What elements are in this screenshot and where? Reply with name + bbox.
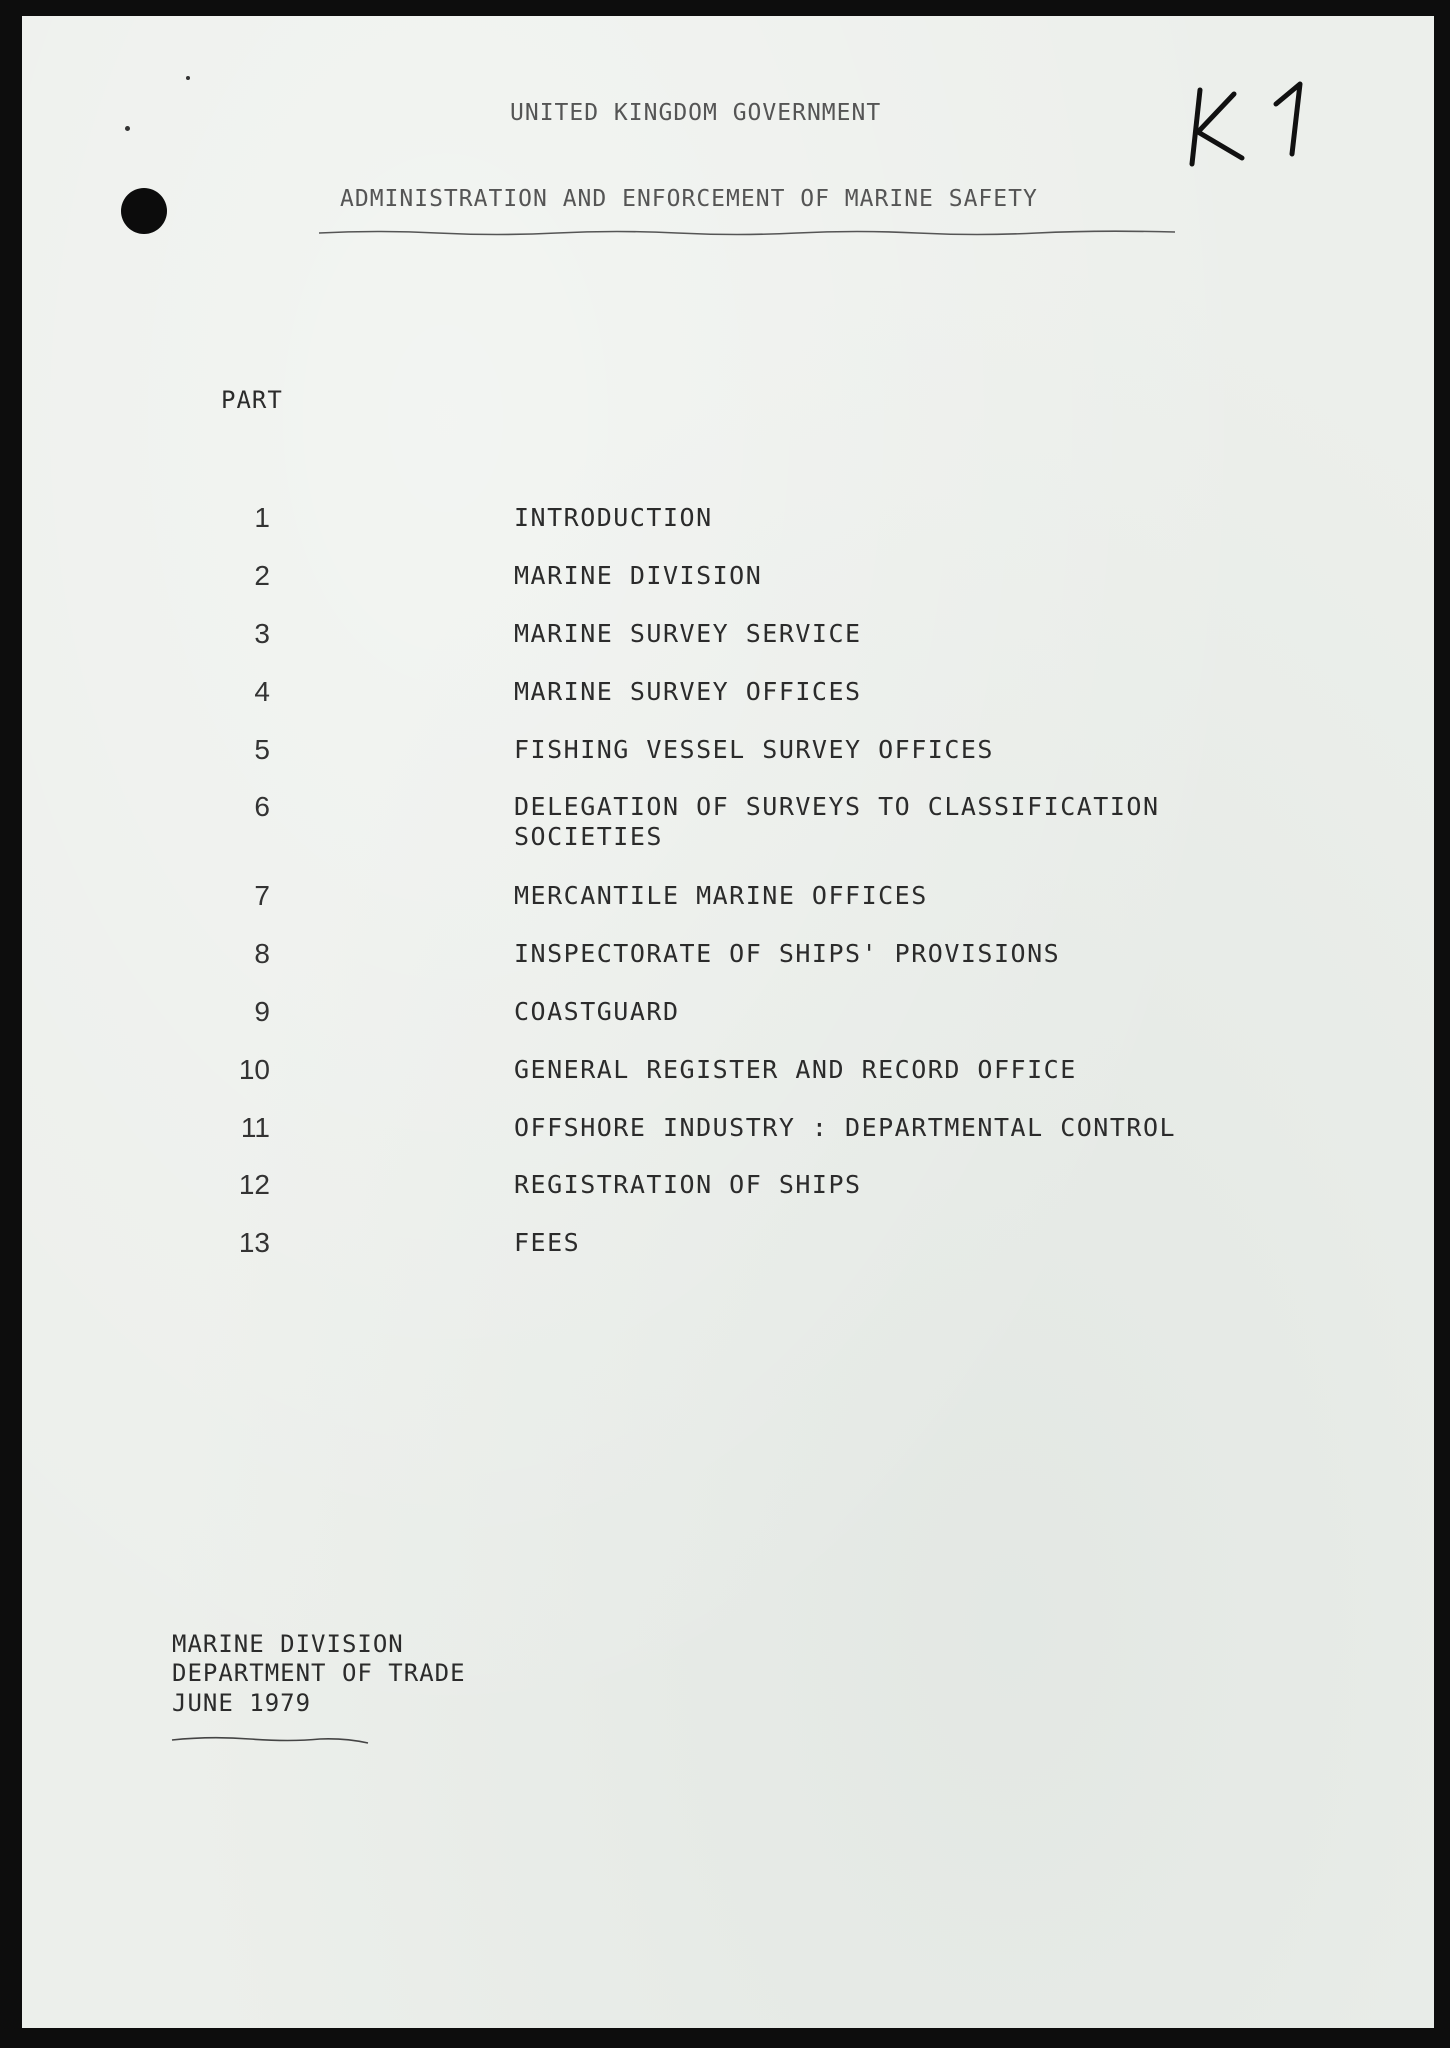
- part-title: REGISTRATION OF SHIPS: [514, 1170, 862, 1199]
- part-title: FISHING VESSEL SURVEY OFFICES: [514, 735, 994, 764]
- part-number: 5: [254, 734, 270, 765]
- part-title: COASTGUARD: [514, 997, 680, 1026]
- part-number: 8: [254, 938, 270, 969]
- part-heading: PART: [221, 386, 283, 414]
- footer-underline: [170, 1732, 370, 1746]
- part-number: 2: [254, 560, 270, 591]
- part-title: MERCANTILE MARINE OFFICES: [514, 881, 928, 910]
- part-title: OFFSHORE INDUSTRY : DEPARTMENTAL CONTROL: [514, 1113, 1177, 1142]
- part-title: MARINE SURVEY SERVICE: [514, 619, 862, 648]
- handwritten-annotation: [1172, 76, 1322, 176]
- part-title: FEES: [514, 1228, 581, 1257]
- part-number: 7: [254, 880, 270, 911]
- part-title: MARINE SURVEY OFFICES: [514, 677, 862, 706]
- part-number: 1: [254, 502, 270, 533]
- footer-division: MARINE DIVISION: [172, 1630, 404, 1658]
- punch-hole: [121, 188, 167, 234]
- part-number: 6: [254, 791, 270, 822]
- part-number: 3: [254, 618, 270, 649]
- part-number: 4: [254, 676, 270, 707]
- ink-speck: [186, 76, 190, 80]
- part-title: INTRODUCTION: [514, 503, 713, 532]
- part-number: 13: [238, 1227, 270, 1258]
- part-number: 11: [240, 1112, 270, 1143]
- part-number: 9: [254, 996, 270, 1027]
- part-title: DELEGATION OF SURVEYS TO CLASSIFICATION SOCIETIES: [514, 792, 1160, 851]
- part-number: 12: [238, 1169, 270, 1200]
- part-title: GENERAL REGISTER AND RECORD OFFICE: [514, 1055, 1077, 1084]
- document-title: ADMINISTRATION AND ENFORCEMENT OF MARINE SAFETY: [340, 186, 1038, 212]
- title-underline: [317, 228, 1177, 236]
- part-title: MARINE DIVISION: [514, 561, 763, 590]
- part-number: 10: [238, 1054, 270, 1085]
- footer-department: DEPARTMENT OF TRADE: [172, 1659, 466, 1687]
- footer-date: JUNE 1979: [172, 1689, 312, 1717]
- government-heading: UNITED KINGDOM GOVERNMENT: [510, 100, 882, 126]
- document-page: [22, 16, 1434, 2028]
- ink-speck: [125, 126, 130, 131]
- part-title: INSPECTORATE OF SHIPS' PROVISIONS: [514, 939, 1061, 968]
